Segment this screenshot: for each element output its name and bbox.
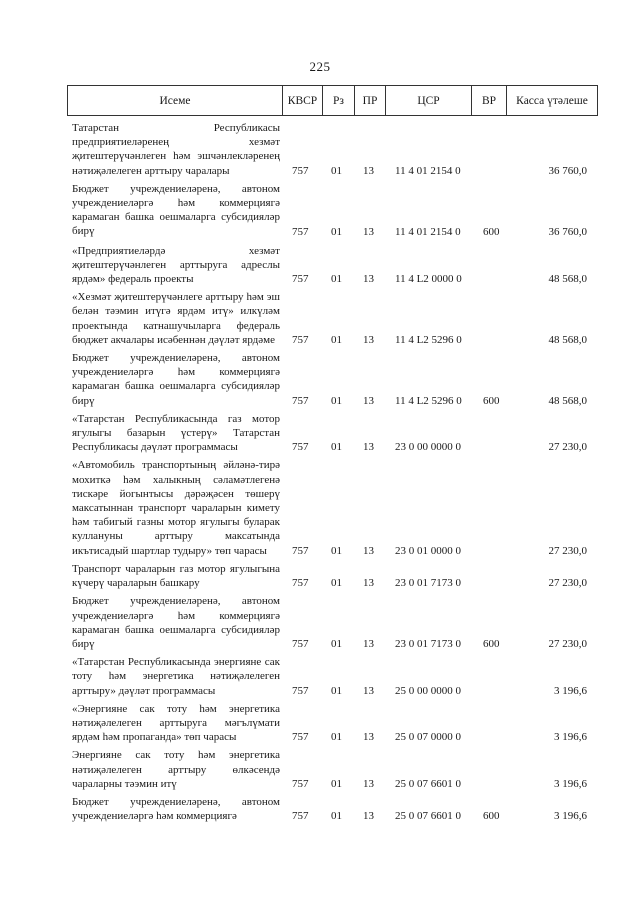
row-csr: 23 0 00 0000 0 [395, 441, 461, 454]
row-csr: 23 0 01 7173 0 [395, 577, 461, 590]
row-rz: 01 [331, 441, 342, 454]
row-pr: 13 [363, 544, 374, 557]
row-amount: 3 196,6 [554, 731, 587, 744]
row-vr: 600 [483, 810, 500, 823]
row-kvsr: 757 [292, 273, 309, 286]
row-name: «Предприятиеләрдә хезмәт җитештерүчәнлеген арттыруга адреслы ярдәм» федераль проекты [72, 244, 280, 286]
row-csr: 25 0 00 0000 0 [395, 684, 461, 697]
row-rz: 01 [331, 777, 342, 790]
row-pr: 13 [363, 731, 374, 744]
row-pr: 13 [363, 225, 374, 238]
row-rz: 01 [331, 810, 342, 823]
header-kvsr: КВСР [283, 86, 323, 116]
row-kvsr: 757 [292, 577, 309, 590]
row-kvsr: 757 [292, 810, 309, 823]
row-codes [0, 394, 640, 408]
row-codes [0, 225, 640, 239]
row-csr: 11 4 01 2154 0 [395, 225, 461, 238]
row-codes [0, 440, 640, 454]
row-csr: 25 0 07 0000 0 [395, 731, 461, 744]
row-csr: 11 4 L2 5296 0 [395, 334, 462, 347]
row-amount: 27 230,0 [548, 577, 587, 590]
row-amount: 3 196,6 [554, 684, 587, 697]
table-row [0, 412, 640, 455]
row-rz: 01 [331, 394, 342, 407]
row-rz: 01 [331, 731, 342, 744]
row-csr: 11 4 L2 0000 0 [395, 273, 462, 286]
row-codes [0, 777, 640, 791]
row-name: Транспорт чараларын газ мотор ягулыгына күчерү чараларын башкару [72, 562, 280, 590]
row-rz: 01 [331, 273, 342, 286]
row-codes [0, 272, 640, 286]
row-kvsr: 757 [292, 164, 309, 177]
row-pr: 13 [363, 273, 374, 286]
row-name: Бюджет учреждениеләренә, автоном учреждениеләргә һәм коммерциягә [72, 795, 280, 823]
row-vr: 600 [483, 638, 500, 651]
row-csr: 25 0 07 6601 0 [395, 810, 461, 823]
row-csr: 23 0 01 0000 0 [395, 544, 461, 557]
row-amount: 3 196,6 [554, 810, 587, 823]
header-name: Исеме [68, 86, 283, 116]
row-pr: 13 [363, 810, 374, 823]
table-row [0, 244, 640, 287]
row-amount: 27 230,0 [548, 638, 587, 651]
row-amount: 48 568,0 [548, 273, 587, 286]
row-pr: 13 [363, 777, 374, 790]
row-amount: 48 568,0 [548, 394, 587, 407]
table-row [0, 351, 640, 408]
row-kvsr: 757 [292, 638, 309, 651]
header-pr: ПР [355, 86, 386, 116]
row-rz: 01 [331, 225, 342, 238]
header-vr: ВР [472, 86, 507, 116]
table-header [67, 85, 598, 116]
row-kvsr: 757 [292, 544, 309, 557]
row-name: «Энергияне сак тоту һәм энергетика нәтиҗәлелеген арттыруга мәгълүмати ярдәм һәм пропаганда» төп чарасы [72, 702, 280, 744]
header-rz: Рз [323, 86, 355, 116]
row-name: Бюджет учреждениеләренә, автоном учреждениеләргә һәм коммерциягә карамаган башка оешмаларга субсидияләр бирү [72, 352, 280, 407]
row-kvsr: 757 [292, 334, 309, 347]
row-rz: 01 [331, 334, 342, 347]
row-codes [0, 333, 640, 347]
row-vr: 600 [483, 394, 500, 407]
row-rz: 01 [331, 544, 342, 557]
row-name: Энергияне сак тоту һәм энергетика нәтиҗәлелеген арттыру өлкәсендә чараларны тәэмин итү [72, 749, 280, 790]
row-kvsr: 757 [292, 225, 309, 238]
row-name: «Хезмәт җитештерүчәнлеге арттыру һәм эш белән тәэмин итүгә ярдәм итү» илкүләм проектында катнашучыларга федераль бюджет акчалары исәбеннән дәүләт ярдәме [72, 291, 280, 346]
row-codes [0, 809, 640, 823]
row-amount: 27 230,0 [548, 544, 587, 557]
row-csr: 11 4 01 2154 0 [395, 164, 461, 177]
row-amount: 27 230,0 [548, 441, 587, 454]
row-amount: 36 760,0 [548, 164, 587, 177]
row-name: Татарстан Республикасы предприятиеләренең хезмәт җитештерүчәнлеген һәм эшчәнлекләренең нәтиҗәлелеген арттыру чаралары [72, 122, 280, 177]
row-kvsr: 757 [292, 684, 309, 697]
row-kvsr: 757 [292, 441, 309, 454]
row-amount: 36 760,0 [548, 225, 587, 238]
table-body [0, 117, 640, 823]
row-csr: 23 0 01 7173 0 [395, 638, 461, 651]
row-amount: 48 568,0 [548, 334, 587, 347]
row-codes [0, 576, 640, 590]
row-csr: 25 0 07 6601 0 [395, 777, 461, 790]
table-row [0, 290, 640, 347]
row-codes [0, 164, 640, 178]
row-rz: 01 [331, 684, 342, 697]
row-amount: 3 196,6 [554, 777, 587, 790]
table-row [0, 562, 640, 590]
page-number: 225 [309, 59, 331, 74]
row-codes [0, 684, 640, 698]
row-codes [0, 544, 640, 558]
row-name: Бюджет учреждениеләренә, автоном учреждениеләргә һәм коммерциягә карамаган башка оешмаларга субсидияләр бирү [72, 182, 280, 238]
table-row [0, 702, 640, 745]
row-pr: 13 [363, 638, 374, 651]
row-codes [0, 730, 640, 744]
row-name: Бюджет учреждениеләренә, автоном учреждениеләргә һәм коммерциягә карамаган башка оешмаларга субсидияләр бирү [72, 595, 280, 650]
row-kvsr: 757 [292, 731, 309, 744]
table-row [0, 458, 640, 557]
row-csr: 11 4 L2 5296 0 [395, 394, 462, 407]
row-rz: 01 [331, 638, 342, 651]
row-name: «Татарстан Республикасында энергияне сак тоту һәм энергетика нәтиҗәлелеген арттыру» дәүләт программасы [72, 656, 280, 697]
table-row [0, 594, 640, 651]
row-rz: 01 [331, 164, 342, 177]
table-row [0, 121, 640, 178]
row-vr: 600 [483, 225, 500, 238]
row-rz: 01 [331, 577, 342, 590]
row-kvsr: 757 [292, 394, 309, 407]
table-row [0, 795, 640, 823]
row-pr: 13 [363, 394, 374, 407]
row-name: «Автомобиль транспортының әйләнә-тирә мохиткә һәм халыкның сәламәтлегенә тискәре йогынтысы дәрәҗәсен төшерү максатыннан транспорт чараларын кимету һәм табигый газны мотор ягулыгы буларак куллануны арттыру максатында икътисадый шартлар тудыру» төп чарасы [72, 459, 280, 557]
table-row [0, 748, 640, 791]
row-name: «Татарстан Республикасында газ мотор ягулыгы базарын үстерү» Татарстан Республикасы дәүләт программасы [72, 412, 280, 454]
row-pr: 13 [363, 684, 374, 697]
row-pr: 13 [363, 334, 374, 347]
row-kvsr: 757 [292, 777, 309, 790]
row-pr: 13 [363, 441, 374, 454]
row-pr: 13 [363, 164, 374, 177]
header-csr: ЦСР [386, 86, 472, 116]
table-row [0, 182, 640, 239]
header-amount: Касса үтәлеше [507, 86, 598, 116]
table-row [0, 655, 640, 698]
row-codes [0, 637, 640, 651]
row-pr: 13 [363, 577, 374, 590]
